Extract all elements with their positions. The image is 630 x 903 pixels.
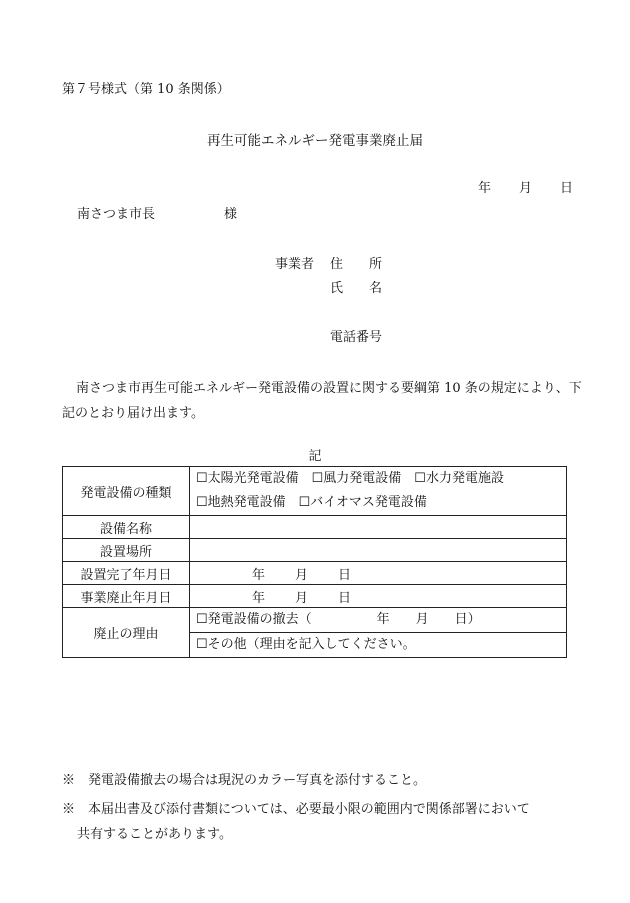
abolition-date-label: 事業廃止年月日 bbox=[63, 585, 190, 608]
addressee: 南さつま市長 bbox=[77, 207, 156, 222]
abolition-day: 日 bbox=[338, 590, 352, 606]
name-label: 氏 名 bbox=[330, 281, 383, 296]
submission-date bbox=[478, 181, 573, 197]
equipment-name-label: 設備名称 bbox=[63, 516, 190, 539]
note-sharing: ※ 本届出書及び添付書類については、必要最小限の範囲内で関係部署において bbox=[62, 802, 530, 817]
type-options-line1[interactable]: ☐太陽光発電設備 ☐風力発電設備 ☐水力発電施設 bbox=[196, 471, 504, 486]
location-field[interactable] bbox=[190, 539, 567, 562]
ki-heading: 記 bbox=[308, 449, 322, 464]
table-row-type bbox=[63, 467, 567, 516]
address-label: 住 所 bbox=[330, 257, 383, 272]
application-table bbox=[62, 466, 567, 658]
abolition-year: 年 bbox=[252, 590, 266, 606]
date-month: 月 bbox=[519, 181, 533, 196]
type-options bbox=[190, 467, 567, 516]
table-row-location bbox=[63, 539, 567, 562]
completion-date-label: 設置完了年月日 bbox=[63, 562, 190, 585]
reason-option-removal[interactable]: ☐発電設備の撤去（ 年 月 日） bbox=[196, 612, 481, 627]
type-options-line2[interactable]: ☐地熱発電設備 ☐バイオマス発電設備 bbox=[196, 495, 427, 510]
document-title: 再生可能エネルギー発電事業廃止届 bbox=[207, 133, 423, 149]
body-paragraph: 南さつま市再生可能エネルギー発電設備の設置に関する要綱第 10 条の規定により、下記のとおり届け出ます。 bbox=[62, 381, 582, 421]
table-row-completion bbox=[63, 562, 567, 585]
reason-label: 廃止の理由 bbox=[63, 608, 190, 658]
abolition-month: 月 bbox=[295, 590, 309, 606]
phone-label: 電話番号 bbox=[330, 330, 383, 345]
reason-option-other[interactable]: ☐その他（理由を記入してください。 bbox=[190, 632, 566, 657]
table-row-reason bbox=[63, 608, 567, 658]
table-row-abolition bbox=[63, 585, 567, 608]
location-label: 設置場所 bbox=[63, 539, 190, 562]
form-number: 第７号様式（第 10 条関係） bbox=[62, 82, 230, 97]
applicant-label: 事業者 bbox=[275, 257, 315, 272]
table-row-equipment-name bbox=[63, 516, 567, 539]
reason-field bbox=[190, 608, 567, 658]
completion-day: 日 bbox=[338, 567, 352, 583]
equipment-name-field[interactable] bbox=[190, 516, 567, 539]
date-day: 日 bbox=[560, 181, 574, 196]
note-photo: ※ 発電設備撤去の場合は現況のカラー写真を添付すること。 bbox=[62, 773, 427, 788]
completion-year: 年 bbox=[252, 567, 266, 583]
honorific: 様 bbox=[224, 207, 238, 222]
completion-date-field[interactable] bbox=[190, 562, 567, 585]
abolition-date-field[interactable] bbox=[190, 585, 567, 608]
note-sharing-continued: 共有することがあります。 bbox=[77, 827, 232, 842]
date-year: 年 bbox=[478, 181, 492, 196]
type-label: 発電設備の種類 bbox=[63, 467, 190, 516]
completion-month: 月 bbox=[295, 567, 309, 583]
